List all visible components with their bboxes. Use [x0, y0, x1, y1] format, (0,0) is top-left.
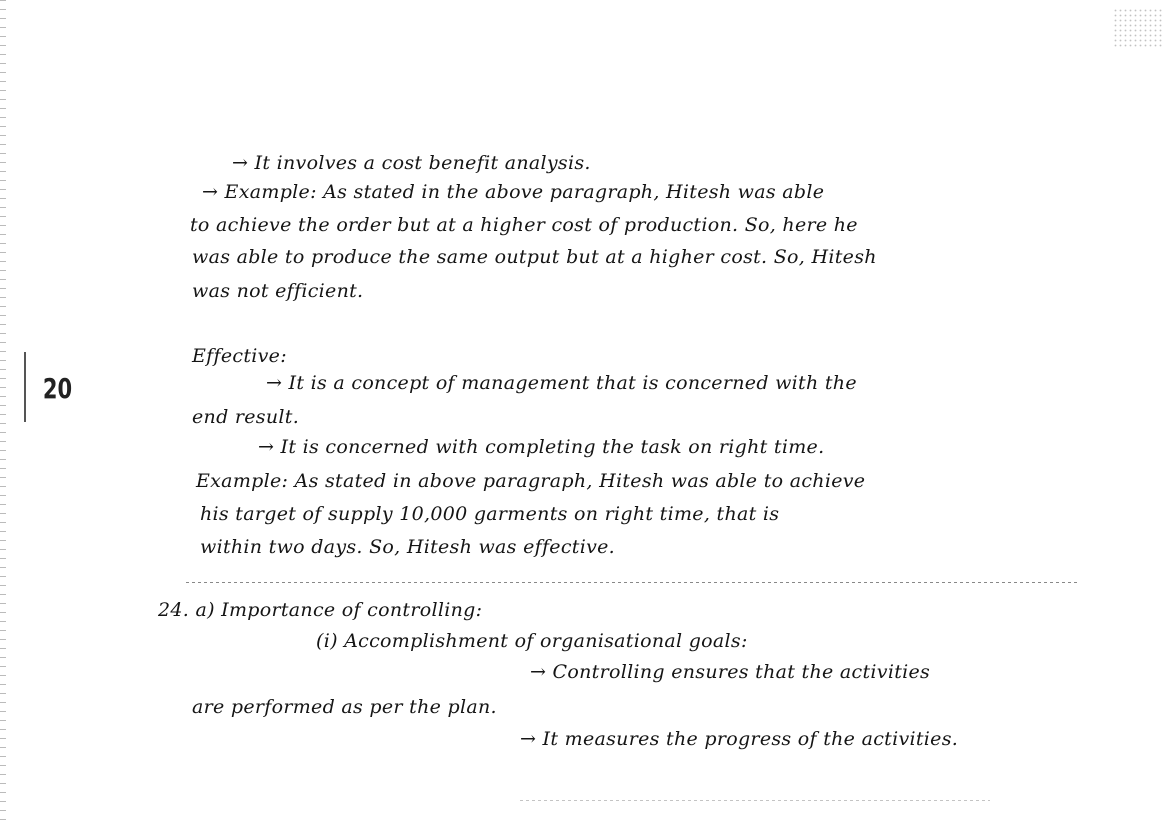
section-heading-effective: Effective:	[192, 345, 287, 367]
separator-rule	[186, 582, 1078, 583]
answer-line-4: was able to produce the same output but at a higher cost. So, Hitesh	[192, 246, 877, 268]
answer-line-5: was not efficient.	[192, 280, 364, 302]
margin-tick-mark	[24, 352, 26, 422]
answer-line-2: → Example: As stated in the above paragraph, Hitesh was able	[202, 181, 825, 203]
answer-line-10: Example: As stated in above paragraph, Hitesh was able to achieve	[196, 470, 866, 492]
answer-line-1: → It involves a cost benefit analysis.	[232, 152, 591, 174]
answer-line-11: his target of supply 10,000 garments on right time, that is	[200, 503, 780, 525]
margin-score-mark: 20	[42, 372, 73, 405]
subheading-accomplishment: (i) Accomplishment of organisational goals:	[316, 630, 748, 652]
scan-edge-noise	[0, 0, 6, 827]
answer-line-12: within two days. So, Hitesh was effective.	[200, 536, 615, 558]
question-heading-24a: 24. a) Importance of controlling:	[158, 599, 483, 621]
answer-line-17: → It measures the progress of the activities.	[520, 728, 959, 750]
answer-line-7: → It is a concept of management that is concerned with the	[266, 372, 857, 394]
bottom-faint-rule	[520, 800, 990, 801]
answer-line-3: to achieve the order but at a higher cost of production. So, here he	[190, 214, 858, 236]
answer-line-15: → Controlling ensures that the activities	[530, 661, 931, 683]
answer-line-9: → It is concerned with completing the task on right time.	[258, 436, 825, 458]
answer-line-8: end result.	[192, 406, 300, 428]
scan-corner-noise	[1113, 8, 1163, 48]
answer-line-16: are performed as per the plan.	[192, 696, 497, 718]
